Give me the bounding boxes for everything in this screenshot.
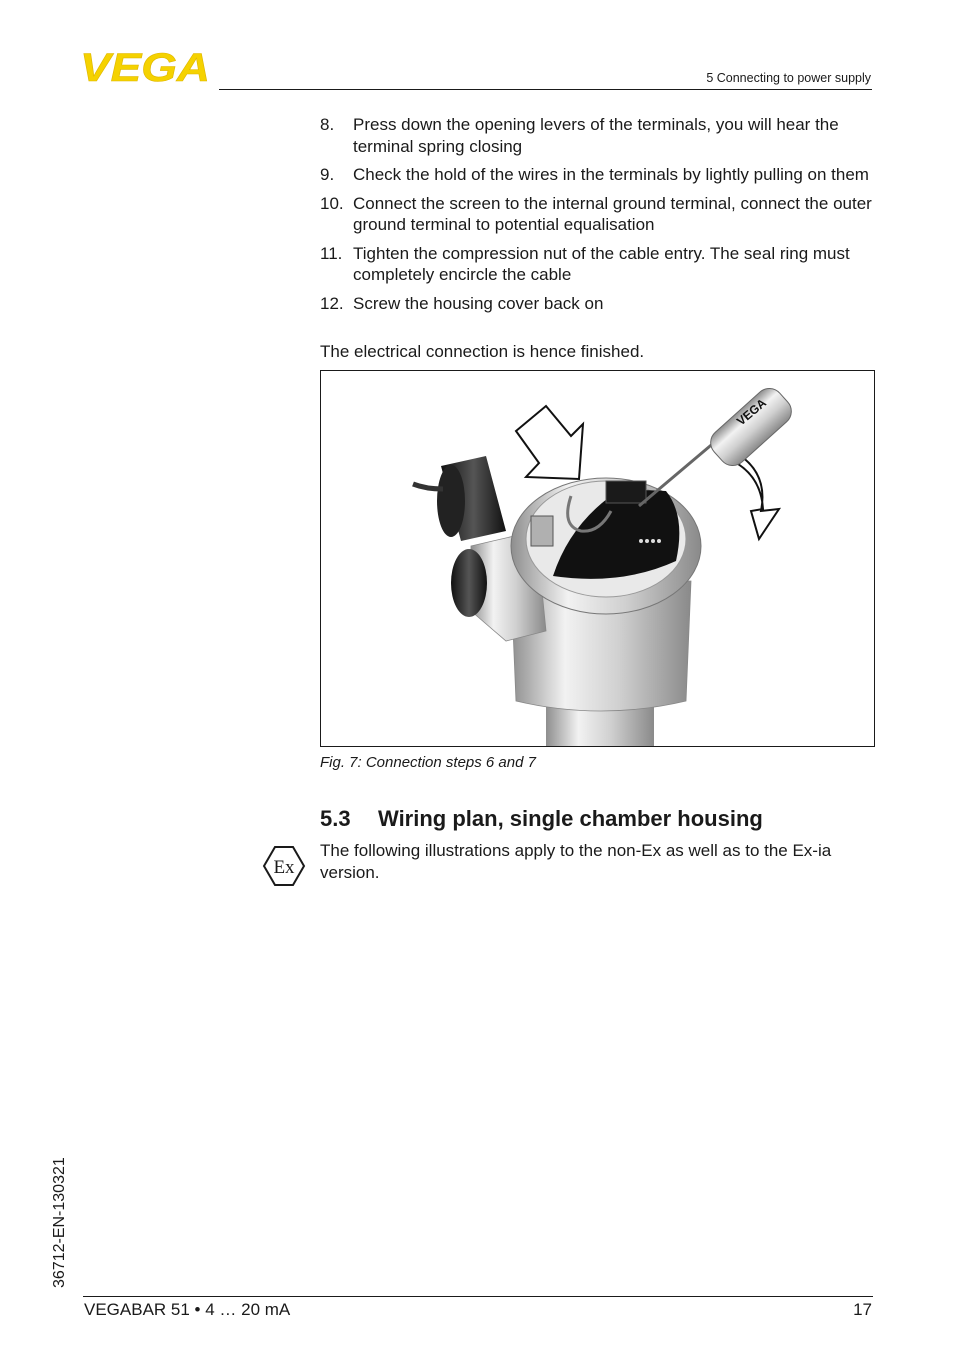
list-item: 11. Tighten the compression nut of the cable entry. The seal ring must completely encircle the cable	[320, 243, 850, 284]
section-body-text: The following illustrations apply to the non-Ex as well as to the Ex-ia version.	[320, 841, 832, 882]
list-item: 8. Press down the opening levers of the terminals, you will hear the terminal spring closing	[320, 115, 839, 156]
blind-plug	[451, 549, 487, 617]
document-code: 36712-EN-130321	[51, 1157, 68, 1288]
list-item: 12. Screw the housing cover back on	[320, 293, 604, 313]
gland-nut	[437, 465, 465, 537]
list-item: 10. Connect the screen to the internal ground terminal, connect the outer ground terminal to potential equalisation	[320, 193, 872, 234]
list-item: 9. Check the hold of the wires in the terminals by lightly pulling on them	[320, 165, 869, 184]
svg-text:Ex: Ex	[273, 857, 295, 878]
footer-rule	[83, 1296, 873, 1297]
header-section-title: 5 Connecting to power supply	[706, 71, 871, 85]
section-title: Wiring plan, single chamber housing	[378, 806, 763, 831]
svg-text:VEGA: VEGA	[80, 50, 210, 84]
section-number: 5.3	[320, 806, 351, 831]
section-heading	[320, 806, 763, 832]
steps-list	[320, 114, 880, 321]
figure-caption: Fig. 7: Connection steps 6 and 7	[320, 754, 536, 771]
rotation-arrow	[733, 451, 779, 539]
ground-terminal	[531, 516, 553, 546]
svg-text:VEGA: VEGA	[733, 395, 769, 429]
footer-product: VEGABAR 51 • 4 … 20 mA	[84, 1300, 291, 1319]
header-rule	[219, 89, 872, 90]
ex-icon	[262, 844, 306, 888]
screwdriver-handle	[705, 383, 797, 472]
housing-illustration	[321, 371, 874, 746]
conclusion-text: The electrical connection is hence finished.	[320, 342, 645, 361]
insertion-arrow	[516, 406, 583, 479]
cable	[413, 484, 443, 489]
screwdriver-shaft	[639, 441, 716, 506]
connection-figure	[320, 370, 875, 747]
vega-logo	[80, 50, 212, 84]
page-number: 17	[853, 1300, 872, 1319]
terminal-block	[606, 481, 646, 503]
